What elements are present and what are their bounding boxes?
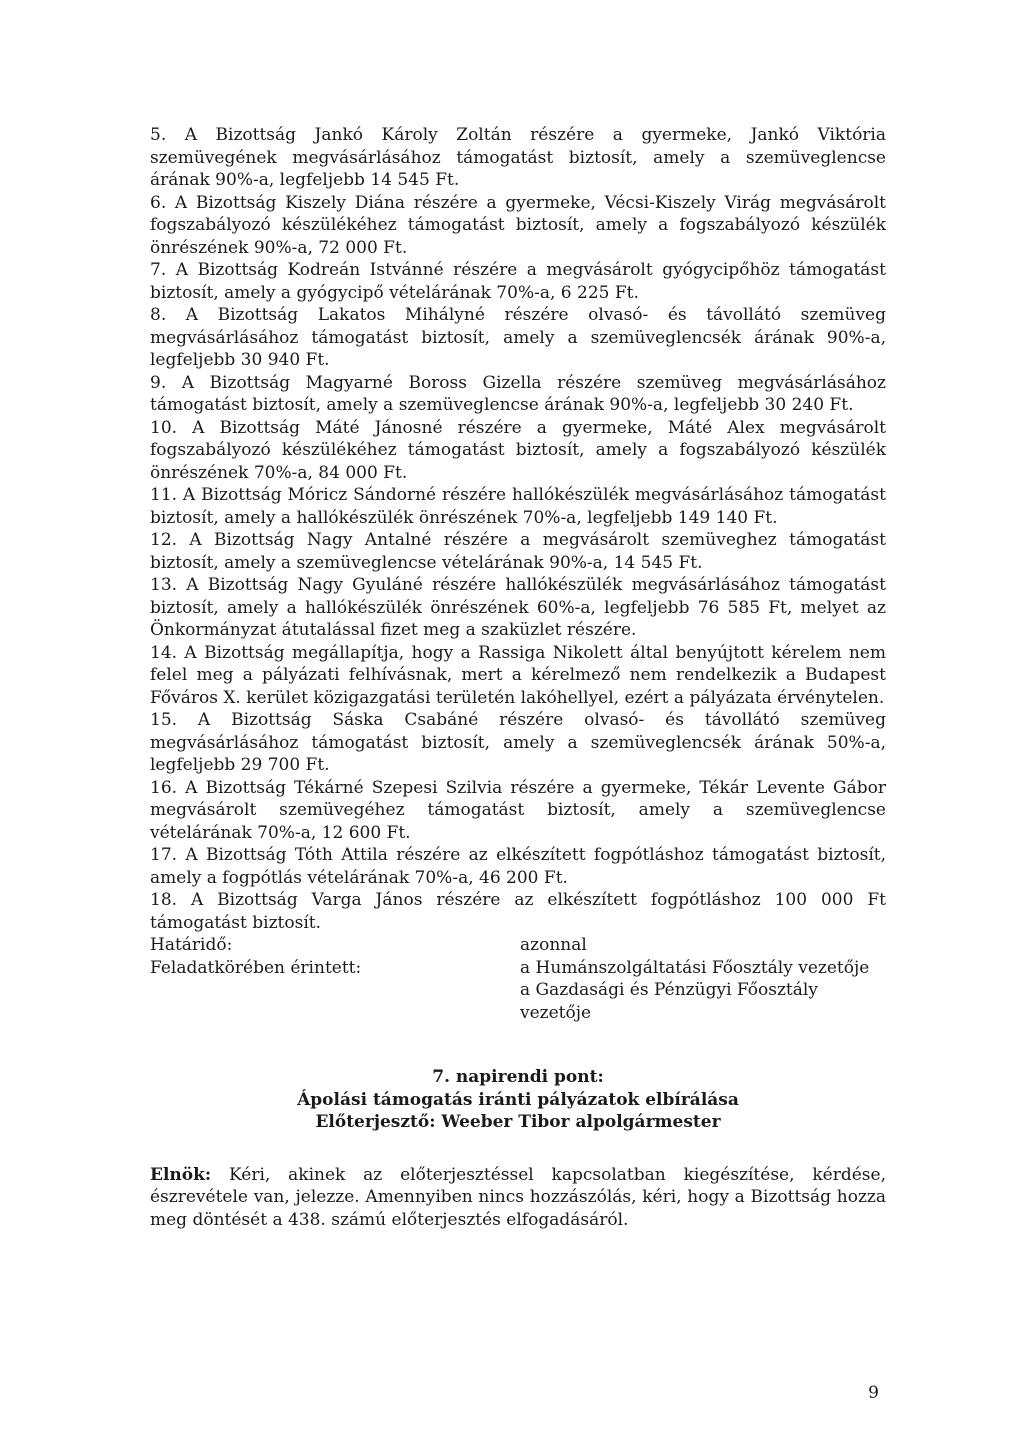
responsible-row-2 [150, 979, 886, 1024]
resolution-item: 6. A Bizottság Kiszely Diána részére a gyermeke, Vécsi-Kiszely Virág megvásárolt fogszabályozó készülékéhez támogatást biztosít, amely a fogszabályozó készülék önrészének 90%-a, 72 000 Ft. [150, 192, 886, 258]
resolution-item: 12. A Bizottság Nagy Antalné részére a megvásárolt szemüveghez támogatást biztosít, amely a szemüveglencse vételárának 90%-a, 14 545 Ft. [150, 530, 886, 573]
deadline-label: Határidő: [150, 935, 233, 955]
resolution-item: 15. A Bizottság Sáska Csabáné részére olvasó- és távollátó szemüveg megvásárlásához támogatást biztosít, amely a szemüveglencsék árának 50%-a, legfeljebb 29 700 Ft. [150, 710, 886, 775]
resolution-item: 14. A Bizottság megállapítja, hogy a Rassiga Nikolett által benyújtott kérelem nem felel meg a pályázati felhívásnak, mert a kérelmező nem rendelkezik a Budapest Főváros X. kerület közigazgatási területén lakóhellyel, ezért a pályázata érvénytelen. [150, 642, 886, 708]
page-number: 9 [868, 1383, 879, 1403]
resolution-item: 5. A Bizottság Jankó Károly Zoltán részére a gyermeke, Jankó Viktória szemüvegének megvásárlásához támogatást biztosít, amely a szemüveglencse árának 90%-a, legfeljebb 14 545 Ft. [150, 125, 886, 190]
resolution-item: 9. A Bizottság Magyarné Boross Gizella részére szemüveg megvásárlásához támogatást biztosít, amely a szemüveglencse árának 90%-a, legfeljebb 30 240 Ft. [150, 372, 886, 415]
resolution-item: 17. A Bizottság Tóth Attila részére az elkészített fogpótláshoz támogatást biztosít, amely a fogpótlás vételárának 70%-a, 46 200 Ft. [150, 845, 886, 888]
deadline-row [150, 934, 886, 957]
resolution-item: 8. A Bizottság Lakatos Mihályné részére olvasó- és távollátó szemüveg megvásárlásához támogatást biztosít, amely a szemüveglencsék árának 90%-a, legfeljebb 30 940 Ft. [150, 305, 886, 370]
resolution-item: 11. A Bizottság Móricz Sándorné részére hallókészülék megvásárlásához támogatást biztosít, amely a hallókészülék önrészének 70%-a, legfeljebb 149 140 Ft. [150, 485, 886, 528]
resolution-item: 18. A Bizottság Varga János részére az elkészített fogpótláshoz 100 000 Ft támogatást biztosít. [150, 890, 886, 933]
chair-text: Kéri, akinek az előterjesztéssel kapcsolatban kiegészítése, kérdése, észrevétele van, jelezze. Amennyiben nincs hozzászólás, kéri, hogy a Bizottság hozza meg döntését a 438. számú előterjesztés elfogadásáról. [150, 1164, 886, 1230]
agenda-presenter: Előterjesztő: Weeber Tibor alpolgármester [315, 1112, 721, 1132]
resolution-item: 10. A Bizottság Máté Jánosné részére a gyermeke, Máté Alex megvásárolt fogszabályozó készülékéhez támogatást biztosít, amely a fogszabályozó készülék önrészének 70%-a, 84 000 Ft. [150, 417, 886, 483]
resolution-item: 16. A Bizottság Tékárné Szepesi Szilvia részére a gyermeke, Tékár Levente Gábor megvásárolt szemüvegéhez támogatást biztosít, amely a szemüveglencse vételárának 70%-a, 12 600 Ft. [150, 777, 886, 843]
responsible-row [150, 957, 886, 980]
responsible-label: Feladatkörében érintett: [150, 957, 362, 978]
agenda-title: Ápolási támogatás iránti pályázatok elbírálása [297, 1089, 739, 1110]
agenda-number: 7. napirendi pont: [432, 1067, 604, 1087]
responsible-value-1: a Humánszolgáltatási Főosztály vezetője [520, 957, 870, 978]
resolution-items [150, 124, 886, 934]
resolution-item: 7. A Bizottság Kodreán Istvánné részére a megvásárolt gyógycipőhöz támogatást biztosít, amely a gyógycipő vételárának 70%-a, 6 225 Ft. [150, 260, 886, 303]
responsible-value-2: a Gazdasági és Pénzügyi Főosztály vezetője [520, 980, 818, 1023]
deadline-value: azonnal [520, 935, 587, 955]
chair-statement [150, 1164, 886, 1232]
resolution-item: 13. A Bizottság Nagy Gyuláné részére hallókészülék megvásárlásához támogatást biztosít, amely a hallókészülék önrészének 60%-a, legfeljebb 76 585 Ft, melyet az Önkormányzat átutalással fizet meg a szaküzlet részére. [150, 575, 886, 640]
chair-label: Elnök: [150, 1164, 212, 1185]
document-body [150, 124, 886, 1248]
